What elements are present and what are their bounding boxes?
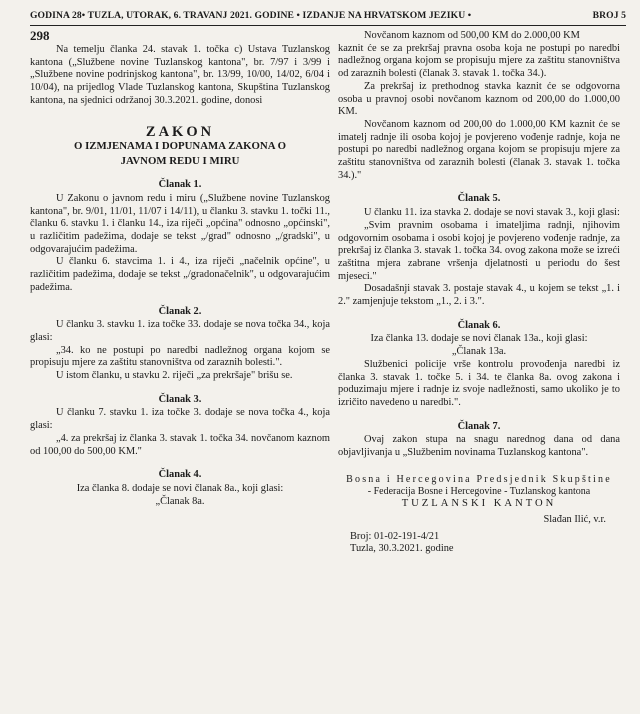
preamble: Na temelju članka 24. stavak 1. točka c) Ustava Tuzlanskog kantona („Službene novine Tuzlanskog kantona", br. 7/97 i 3/99 i „Službene novine podrinjskog kantona", br. 13/99, 10/00, 14/02, 6/04 i 10/04), na prijedlog Vlade Tuzlanskog kantona, Skupština Tuzlanskog kantona, na sjednici održanoj 30.3.2021. godine, donosi (30, 44, 330, 106)
law-subtitle-line-2: JAVNOM REDU I MIRU (120, 155, 240, 168)
page-number: 298 (30, 28, 50, 43)
article-6-quote: Službenici policije vrše kontrolu provođenja naredbi iz članka 3. stavak 1. točke 5. i 34. te članka 8a. ovog zakona i poduzimaju mjere i radnje iz svoje nadležnosti, samo ukoliko je to izričito navedeno u naredbi.". (338, 358, 620, 408)
gazette-header (30, 10, 626, 26)
article-4-heading: Članak 4. (158, 469, 202, 481)
reference-number: Broj: 01-02-191-4/21 (350, 530, 440, 542)
publication-line-2: - Federacija Bosne i Hercegovine - Tuzlanskog kantona (367, 485, 591, 497)
article-5-quote: „Svim pravnim osobama i imateljima radnji, njihovim odgovornim osobama i osobi kojoj je povjereno vođenje radnje, za prekršaj iz članka 3. stavak 1. točka 34. ovog zakona može se izreći zaštitna mjera zabrane vršenja djelatnosti u periodu do šest mjeseci." (338, 219, 620, 282)
article-1-paragraph-1: U Zakonu o javnom redu i miru („Službene novine Tuzlanskog kantona", br. 9/01, 11/01, 11/07 i 14/11), u članku 3. stavku 1. točki 11., članku 6. stavku 1. i članku 14., iza riječi „općina" odnosno „općinski", u različitim padežima, dodaje se tekst „/grad" odnosno „/gradski", u odgovarajućim padežima. (30, 192, 330, 255)
right-column (338, 30, 620, 556)
signer-name: Slađan Ilić, v.r. (543, 513, 606, 525)
article-5-paragraph-1: U članku 11. iza stavka 2. dodaje se novi stavak 3., koji glasi: (364, 207, 620, 219)
reference-date: Tuzla, 30.3.2021. godine (350, 543, 454, 555)
article-5-heading: Članak 5. (457, 193, 501, 205)
article-3-heading: Članak 3. (158, 393, 202, 405)
article-2-heading: Članak 2. (158, 305, 202, 317)
article-4-quote: „Članak 8a. (155, 495, 205, 507)
article-3-quote: „4. za prekršaj iz članka 3. stavak 1. točka 34. novčanom kaznom od 100,00 do 500,00 KM." (30, 432, 330, 457)
article-2-paragraph-1: U članku 3. stavku 1. iza točke 33. dodaje se nova točka 34., koja glasi: (30, 319, 330, 343)
article-6-heading: Članak 6. (457, 319, 501, 331)
publication-line-3: TUZLANSKI KANTON (401, 497, 557, 509)
article-2-quote: „34. ko ne postupi po naredbi nadležnog organa kojom se propisuju mjere za zaštitu stanovništva od zaraznih bolesti.". (30, 344, 330, 369)
publication-line-1: Bosna i Hercegovina Predsjednik Skupštine (346, 473, 612, 485)
fine-paragraph-3: Novčanom kaznom od 200,00 do 1.000,00 KM kaznit će se imatelj radnje ili osoba kojoj je povjereno vođenje radnje, koja ne postupi po naredbi nadležnog organa kojom se propisuju mjere za zaštitu stanovništva od zaraznih bolesti (članak 3. stavak 1. točka 34.)." (338, 118, 620, 181)
article-4-paragraph-1: Iza članka 8. dodaje se novi članak 8a., koji glasi: (76, 482, 284, 494)
publication-block (338, 474, 620, 510)
article-2-paragraph-2: U istom članku, u stavku 2. riječi „za prekršaje" brišu se. (56, 370, 293, 382)
article-3-paragraph-1: U članku 7. stavku 1. iza točke 3. dodaje se nova točka 4., koja glasi: (30, 407, 330, 432)
reference-block (338, 531, 620, 556)
article-1-heading: Članak 1. (158, 179, 202, 191)
header-issue-number: BROJ 5 (592, 10, 626, 21)
article-6-paragraph-1: Iza članka 13. dodaje se novi članak 13a., koji glasi: (370, 333, 588, 345)
law-title: ZAKON (145, 123, 215, 140)
article-1-paragraph-2: U članku 6. stavcima 1. i 4., iza riječi „načelnik općine", u različitim padežima, dodaje se tekst „/gradonačelnik", u odgovarajućim padežima. (30, 256, 330, 293)
article-7-paragraph-1: Ovaj zakon stupa na snagu narednog dana od dana objavljivanja u „Službenim novinama Tuzlanskog kantona". (338, 434, 620, 459)
law-subtitle-line-1: O IZMJENAMA I DOPUNAMA ZAKONA O (73, 140, 287, 153)
article-7-heading: Članak 7. (457, 420, 501, 432)
header-issue-info: GODINA 28• TUZLA, UTORAK, 6. TRAVANJ 2021. GODINE • IZDANJE NA HRVATSKOM JEZIKU • (30, 10, 472, 21)
left-column (30, 44, 330, 508)
article-5-paragraph-2: Dosadašnji stavak 3. postaje stavak 4., u kojem se tekst „1. i 2." zamjenjuje tekstom „1., 2. i 3.". (338, 283, 620, 308)
article-6-quote-title: „Članak 13a. (451, 346, 507, 358)
fine-paragraph-1: kaznit će se za prekršaj pravna osoba koja ne postupi po naredbi nadležnog organa kojom se propisuju mjere za zaštitu stanovništva od zaraznih bolesti (članak 3. stavak 1. točka 34.). (338, 42, 620, 80)
fine-paragraph-2: Za prekršaj iz prethodnog stavka kaznit će se odgovorna osoba u pravnoj osobi novčanom kaznom od 200,00 do 1.000,00 KM. (338, 80, 620, 118)
fine-line-1: Novčanom kaznom od 500,00 KM do 2.000,00 KM (364, 30, 580, 41)
